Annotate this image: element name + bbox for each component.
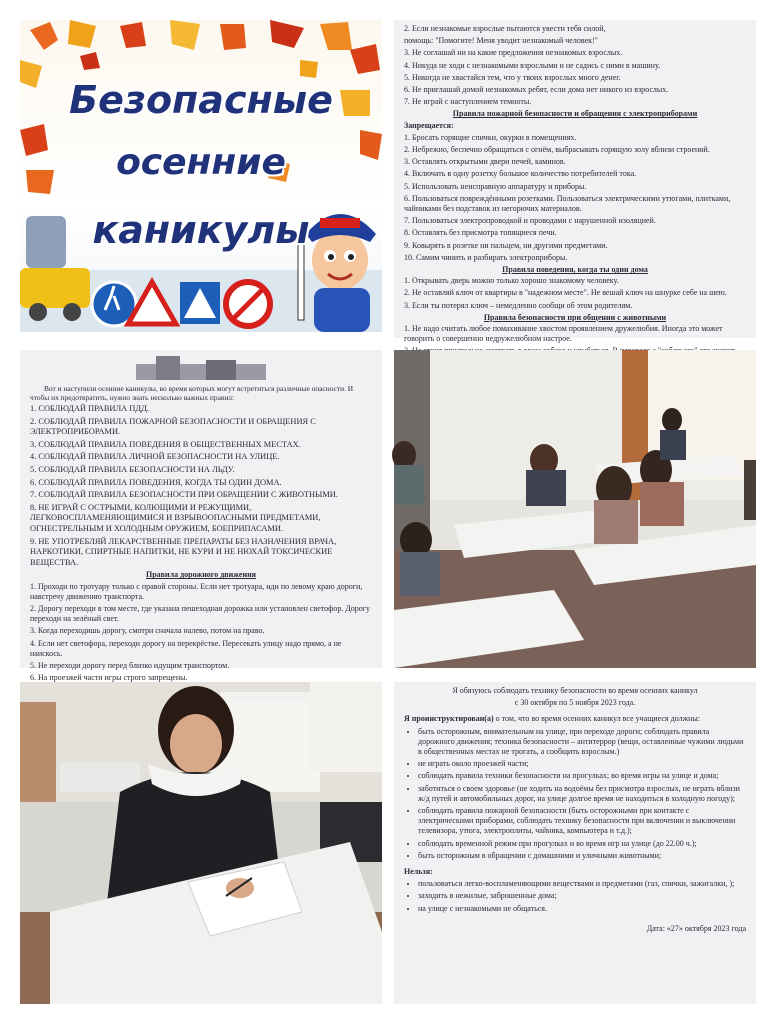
- home-rule: 1. Открывать дверь можно только хорошо знакомому человеку.: [404, 276, 619, 286]
- traffic-rule: 5. Не переходи дорогу перед близко идущим транспортом.: [30, 660, 230, 670]
- home-rule: 3. Если ты потерял ключ – немедленно сообщи об этом родителям.: [404, 300, 633, 310]
- safety-rules-document-page-2: [394, 20, 756, 344]
- traffic-rule: 1. Проходи по тротуару только с правой стороны. Если нет тротуара, иди по левому краю дороги, навстречу движению транспорта.: [30, 581, 363, 601]
- traffic-rule: 4. Если нет светофора, переходи дорогу на перекрёстке. Пересекать улицу надо прямо, а не наискось.: [30, 638, 342, 658]
- intro-paragraph: Вот и наступили осенние каникулы, во время которых могут встретиться различные опасности. И чтобы их предотвратить, нужно знать несколько важных правил:: [30, 384, 354, 402]
- main-rule: 7. СОБЛЮДАЙ ПРАВИЛА БЕЗОПАСНОСТИ ПРИ ОБРАЩЕНИИ С ЖИВОТНЫМИ.: [30, 490, 338, 500]
- list-item: • не играть около проезжей части;: [418, 759, 746, 769]
- list-item: • на улице с незнакомыми не общаться.: [418, 904, 746, 914]
- fire-rule: 10. Самим чинить и разбирать электроприборы.: [404, 252, 568, 262]
- forbidden-heading: Нельзя:: [404, 867, 433, 877]
- students-at-desks-photo: [394, 350, 756, 668]
- safety-rules-document-page-1: [20, 350, 382, 683]
- poster-panel: [20, 20, 382, 332]
- list-item: • заходить в нежилые, заброшенные дома;: [418, 891, 746, 901]
- fire-rule: 9. Ковырять в розетке ни пальцем, ни другими предметами.: [404, 240, 608, 250]
- must-do-list: [404, 727, 746, 861]
- header-illustration: [136, 356, 266, 380]
- forbidden-label: Запрещается:: [404, 120, 454, 130]
- classroom-photo: [394, 350, 756, 668]
- intro-list: [404, 24, 746, 107]
- student-writing-photo: [20, 682, 382, 1004]
- intro-line: помощь: "Помогите! Меня уводит незнакомый человек!": [404, 36, 598, 46]
- instructed-statement: [404, 714, 746, 724]
- main-rule: 1. СОБЛЮДАЙ ПРАВИЛА ПДД.: [30, 404, 149, 413]
- list-item: • соблюдать временной режим при прогулках и во время игр на улице (до 22.00 ч.);: [418, 839, 746, 849]
- traffic-rule: 2. Дорогу переходи в том месте, где указана пешеходная дорожка или установлен светофор. Дорогу переходи на зелёный свет.: [30, 603, 371, 624]
- commitment-line: Я обязуюсь соблюдать технику безопасности во время осенних каникул: [452, 686, 698, 695]
- intro-line: 6. Не приглашай домой незнакомых ребят, если дома нет никого из взрослых.: [404, 85, 669, 95]
- fire-rule: 3. Оставлять открытыми двери печей, каминов.: [404, 157, 566, 167]
- main-rules-list: [30, 404, 372, 568]
- girl-signing-document-photo: [20, 682, 382, 1004]
- intro-line: 7. Не играй с наступлением темноты.: [404, 97, 532, 107]
- section-heading-home-alone: Правила поведения, когда ты один дома: [502, 265, 648, 275]
- list-item: • быть осторожным, внимательным на улице, при переходе дороги; соблюдать правила дорожного движения; техника безопасности – антитеррор (вещи, оставленные чужими людьми в общественных местах не трогать, а сообщить взрослым.): [418, 727, 746, 758]
- fire-rule: 4. Включать в одну розетку большое количество потребителей тока.: [404, 169, 637, 179]
- list-item: • пользоваться легко-воспламеняющими веществами и предметами (газ, спички, зажигалки, );: [418, 879, 746, 889]
- animal-rule: 1. Не надо считать любое помахивание хвостом проявлением дружелюбия. Иногда это может говорить о совершенно недружелюбном настрое.: [404, 324, 723, 344]
- intro-line: 4. Никуда не ходи с незнакомыми взрослыми и не садись с ними в машину.: [404, 60, 661, 70]
- document-date: Дата: «27» октября 2023 года: [646, 923, 746, 933]
- fire-rule: 1. Бросать горящие спички, окурки в помещениях.: [404, 132, 577, 142]
- fire-rule: 2. Небрежно, беспечно обращаться с огнём, выбрасывать горящую золу вблизи строений.: [404, 145, 710, 155]
- section-heading-traffic: Правила дорожного движения: [146, 570, 256, 580]
- main-rule: 8. НЕ ИГРАЙ С ОСТРЫМИ, КОЛЮЩИМИ И РЕЖУЩИМИ, ЛЕГКОВОСПЛАМЕНЯЮЩИМИСЯ И ВЗРЫВООПАСНЫМИ ПРЕДМЕТАМИ, ОГНЕСТРЕЛЬНЫМ И ХОЛОДНЫМ ОРУЖИЕМ, БОЕПРИПАСАМИ.: [30, 502, 321, 533]
- poster-title-line-2: осенние: [116, 142, 286, 183]
- main-rule: 5. СОБЛЮДАЙ ПРАВИЛА БЕЗОПАСНОСТИ НА ЛЬДУ.: [30, 464, 235, 474]
- fire-rule: 5. Использовать неисправную аппаратуру и приборы.: [404, 181, 587, 191]
- instructed-text: о том, что во время осенних каникул все учащиеся должны:: [495, 714, 700, 724]
- holiday-period: с 30 октября по 5 ноября 2023 года.: [514, 698, 636, 708]
- intro-line: 2. Если незнакомые взрослые пытаются увести тебя силой,: [404, 24, 606, 33]
- instruction-acknowledgement-document: [394, 682, 756, 1004]
- main-rule: 9. НЕ УПОТРЕБЛЯЙ ЛЕКАРСТВЕННЫЕ ПРЕПАРАТЫ БЕЗ НАЗНАЧЕНИЯ ВРАЧА, НАРКОТИКИ, СПИРТНЫЕ НАПИТКИ, НЕ КУРИ И НЕ НЮХАЙ ТОКСИЧЕСКИЕ ВЕЩЕСТВА.: [30, 536, 337, 567]
- poster-title-line-1: Безопасные: [69, 78, 333, 122]
- traffic-rule: 3. Когда переходишь дорогу, смотри сначала налево, потом на право.: [30, 626, 265, 636]
- intro-line: 5. Никогда не хвастайся тем, что у твоих взрослых много денег.: [404, 72, 621, 82]
- main-rule: 6. СОБЛЮДАЙ ПРАВИЛА ПОВЕДЕНИЯ, КОГДА ТЫ ОДИН ДОМА.: [30, 477, 282, 487]
- section-heading-animals: Правила безопасности при общении с животными: [483, 312, 667, 322]
- list-item: • заботиться о своем здоровье (не ходить на водоёмы без присмотра взрослых, не играть вблизи ж/д путей и автомобильных дорог, на улице долгое время не находиться в холодную погоду);: [418, 784, 746, 804]
- forbidden-list: [404, 879, 746, 914]
- list-item: • быть осторожным в обращении с домашними и уличными животными;: [418, 851, 746, 861]
- fire-rule: 7. Пользоваться электропроводкой и проводами с нарушенной изоляцией.: [404, 216, 656, 226]
- fire-rule: 8. Оставлять без присмотра топящиеся печи.: [404, 228, 557, 238]
- main-rule: 3. СОБЛЮДАЙ ПРАВИЛА ПОВЕДЕНИЯ В ОБЩЕСТВЕННЫХ МЕСТАХ.: [30, 439, 301, 449]
- poster-title-line-3: каникулы: [92, 208, 310, 252]
- main-rule: 4. СОБЛЮДАЙ ПРАВИЛА ЛИЧНОЙ БЕЗОПАСНОСТИ НА УЛИЦЕ.: [30, 452, 280, 462]
- main-rule: 2. СОБЛЮДАЙ ПРАВИЛА ПОЖАРНОЙ БЕЗОПАСНОСТИ И ОБРАЩЕНИЯ С ЭЛЕКТРОПРИБОРАМИ.: [30, 416, 316, 437]
- instructed-bold-label: Я проинструктирован(а): [404, 714, 494, 724]
- section-heading-fire: Правила пожарной безопасности и обращения с электроприборами: [452, 109, 698, 119]
- fire-rule: 6. Пользоваться повреждёнными розетками. Пользоваться электрическими утюгами, плитками, чайниками без подставок из негорючих материалов.: [404, 193, 731, 214]
- home-rule: 2. Не оставляй ключ от квартиры в "надежном месте". Не вешай ключ на шнурке себе на шею.: [404, 288, 727, 298]
- list-item: • соблюдать правила техники безопасности на прогулках; во время игры на улице и дома;: [418, 771, 746, 781]
- intro-line: 3. Не соглашай ни на какие предложения незнакомых взрослых.: [404, 48, 623, 58]
- traffic-rule: 6. На проезжей части игры строго запрещены.: [30, 673, 188, 683]
- list-item: • соблюдать правила пожарной безопасности (быть осторожными при контакте с электрическими приборами, соблюдать технику безопасности при включении и выключении телевизора, утюга, электроплиты, чайника, компьютера и т.д.);: [418, 806, 746, 837]
